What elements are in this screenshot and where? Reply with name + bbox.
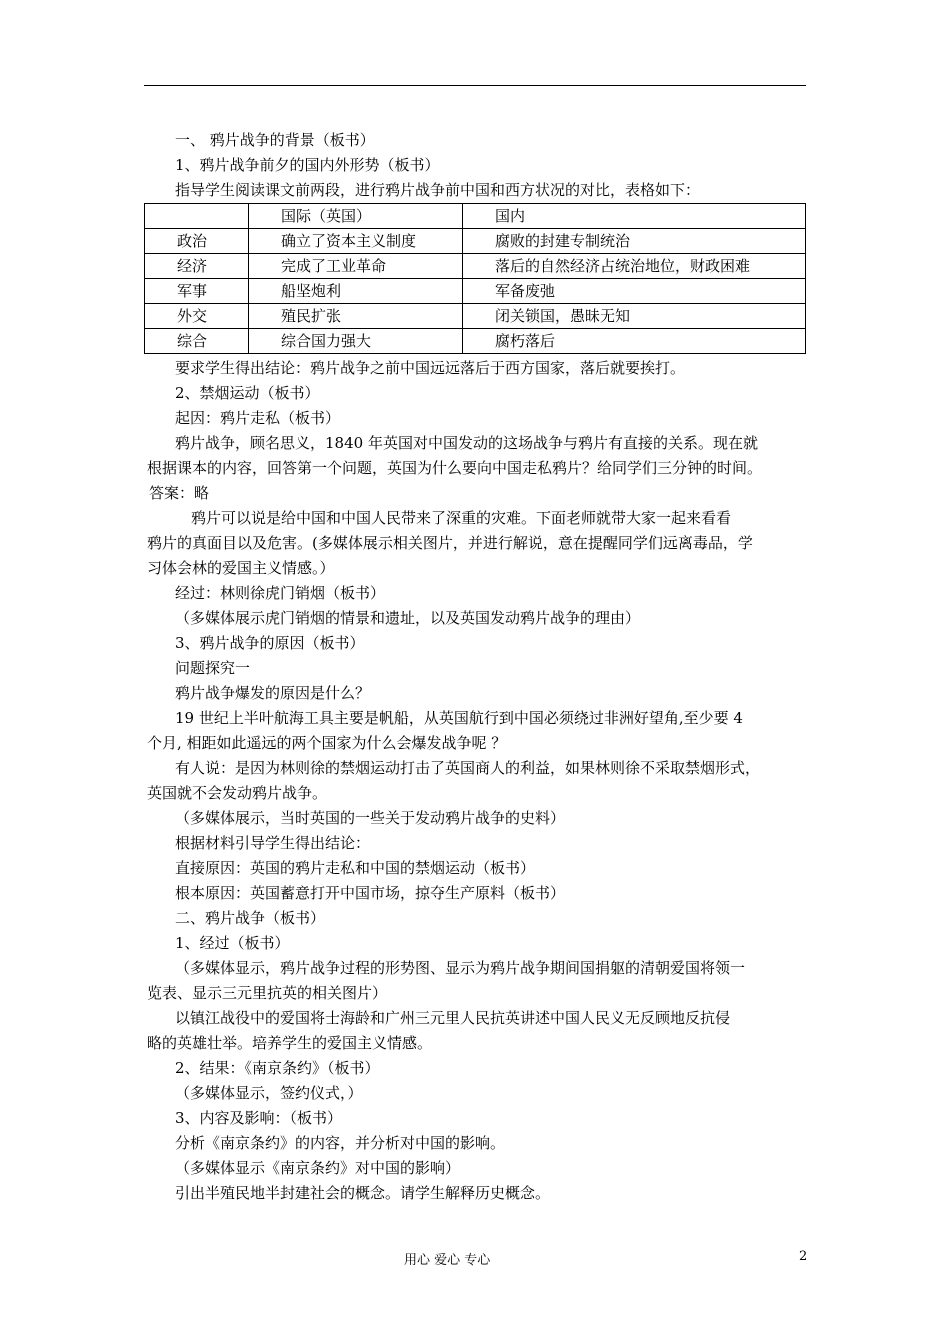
table-cell: 经济 <box>145 254 249 279</box>
paragraph-line: 根据课本的内容，回答第一个问题，英国为什么要向中国走私鸦片？给同学们三分钟的时间。 <box>147 459 763 477</box>
document-body <box>147 128 809 1206</box>
footer-motto: 用心 爱心 专心 <box>404 1253 491 1268</box>
table-row <box>145 254 806 279</box>
paragraph-line: 起因：鸦片走私（板书） <box>175 409 341 427</box>
table-cell: 军事 <box>145 279 249 304</box>
subheading: 1、经过（板书） <box>175 934 290 952</box>
table-row <box>145 279 806 304</box>
paragraph-line: （多媒体显示，鸦片战争过程的形势图、显示为鸦片战争期间国捐躯的清朝爱国将领一 <box>175 959 746 977</box>
paragraph-line: （多媒体显示《南京条约》对中国的影响） <box>175 1159 461 1177</box>
header-rule <box>144 85 806 86</box>
paragraph-line: 鸦片战争，顾名思义，1840 年英国对中国发动的这场战争与鸦片有直接的关系。现在就 <box>175 434 758 452</box>
table-cell: 国际（英国） <box>249 204 463 229</box>
table-cell: 国内 <box>463 204 806 229</box>
subheading: 3、内容及影响：（板书） <box>175 1109 343 1127</box>
paragraph-line: 鸦片的真面目以及危害。(多媒体展示相关图片，并进行解说，意在提醒同学们远离毒品，学 <box>147 534 753 552</box>
section-heading-2: 二、鸦片战争（板书） <box>175 909 326 927</box>
table-cell: 闭关锁国，愚昧无知 <box>463 304 806 329</box>
table-cell: 综合 <box>145 329 249 354</box>
table-cell: 军备废弛 <box>463 279 806 304</box>
table-cell: 落后的自然经济占统治地位，财政困难 <box>463 254 806 279</box>
answer-line: 答案：略 <box>149 484 210 502</box>
paragraph-line: 以镇江战役中的爱国将士海龄和广州三元里人民抗英讲述中国人民义无反顾地反抗侵 <box>175 1009 731 1027</box>
paragraph-line: 经过：林则徐虎门销烟（板书） <box>175 584 386 602</box>
table-header-row <box>145 204 806 229</box>
paragraph-line: 19 世纪上半叶航海工具主要是帆船，从英国航行到中国必须绕过非洲好望角,至少要 4 <box>175 709 743 727</box>
table-cell: 船坚炮利 <box>249 279 463 304</box>
paragraph-line: 有人说：是因为林则徐的禁烟运动打击了英国商人的利益，如果林则徐不采取禁烟形式， <box>175 759 761 777</box>
table-cell: 腐朽落后 <box>463 329 806 354</box>
paragraph-line: 鸦片战争爆发的原因是什么？ <box>175 684 371 702</box>
paragraph-line: 问题探究一 <box>175 659 251 677</box>
section-heading-1: 一、 鸦片战争的背景（板书） <box>175 131 375 149</box>
paragraph-line: 指导学生阅读课文前两段，进行鸦片战争前中国和西方状况的对比，表格如下： <box>175 181 701 199</box>
table-cell: 腐败的封建专制统治 <box>463 229 806 254</box>
subheading: 2、禁烟运动（板书） <box>175 384 320 402</box>
table-cell: 殖民扩张 <box>249 304 463 329</box>
table-row <box>145 229 806 254</box>
paragraph-line: 略的英雄壮举。培养学生的爱国主义情感。 <box>147 1034 433 1052</box>
table-row <box>145 329 806 354</box>
table-cell: 外交 <box>145 304 249 329</box>
paragraph-line: 个月, 相距如此遥远的两个国家为什么会爆发战争呢 ？ <box>147 734 507 752</box>
table-cell: 完成了工业革命 <box>249 254 463 279</box>
paragraph-line: 习体会林的爱国主义情感。） <box>147 559 335 577</box>
paragraph-line: 英国就不会发动鸦片战争。 <box>147 784 328 802</box>
table-cell: 政治 <box>145 229 249 254</box>
paragraph-line: （多媒体展示虎门销烟的情景和遗址，以及英国发动鸦片战争的理由） <box>175 609 641 627</box>
table-cell: 确立了资本主义制度 <box>249 229 463 254</box>
paragraph-line: 览表、显示三元里抗英的相关图片） <box>147 984 388 1002</box>
paragraph-line: 鸦片可以说是给中国和中国人民带来了深重的灾难。下面老师就带大家一起来看看 <box>191 509 732 527</box>
table-cell <box>145 204 249 229</box>
paragraph-line: （多媒体显示，签约仪式，） <box>175 1084 363 1102</box>
table-row <box>145 304 806 329</box>
paragraph-line: 根据材料引导学生得出结论： <box>175 834 371 852</box>
comparison-table <box>144 203 806 354</box>
subheading: 2、结果：《南京条约》（板书） <box>175 1059 380 1077</box>
paragraph-line: 引出半殖民地半封建社会的概念。请学生解释历史概念。 <box>175 1184 551 1202</box>
paragraph-line: （多媒体展示，当时英国的一些关于发动鸦片战争的史料） <box>175 809 566 827</box>
paragraph-line: 要求学生得出结论：鸦片战争之前中国远远落后于西方国家，落后就要挨打。 <box>175 359 686 377</box>
paragraph-line: 直接原因：英国的鸦片走私和中国的禁烟运动（板书） <box>175 859 536 877</box>
paragraph-line: 分析《南京条约》的内容，并分析对中国的影响。 <box>175 1134 506 1152</box>
subheading: 1、鸦片战争前夕的国内外形势（板书） <box>175 156 440 174</box>
page-number: 2 <box>799 1249 808 1264</box>
paragraph-line: 根本原因：英国蓄意打开中国市场，掠夺生产原料（板书） <box>175 884 566 902</box>
table-cell: 综合国力强大 <box>249 329 463 354</box>
subheading: 3、鸦片战争的原因（板书） <box>175 634 365 652</box>
